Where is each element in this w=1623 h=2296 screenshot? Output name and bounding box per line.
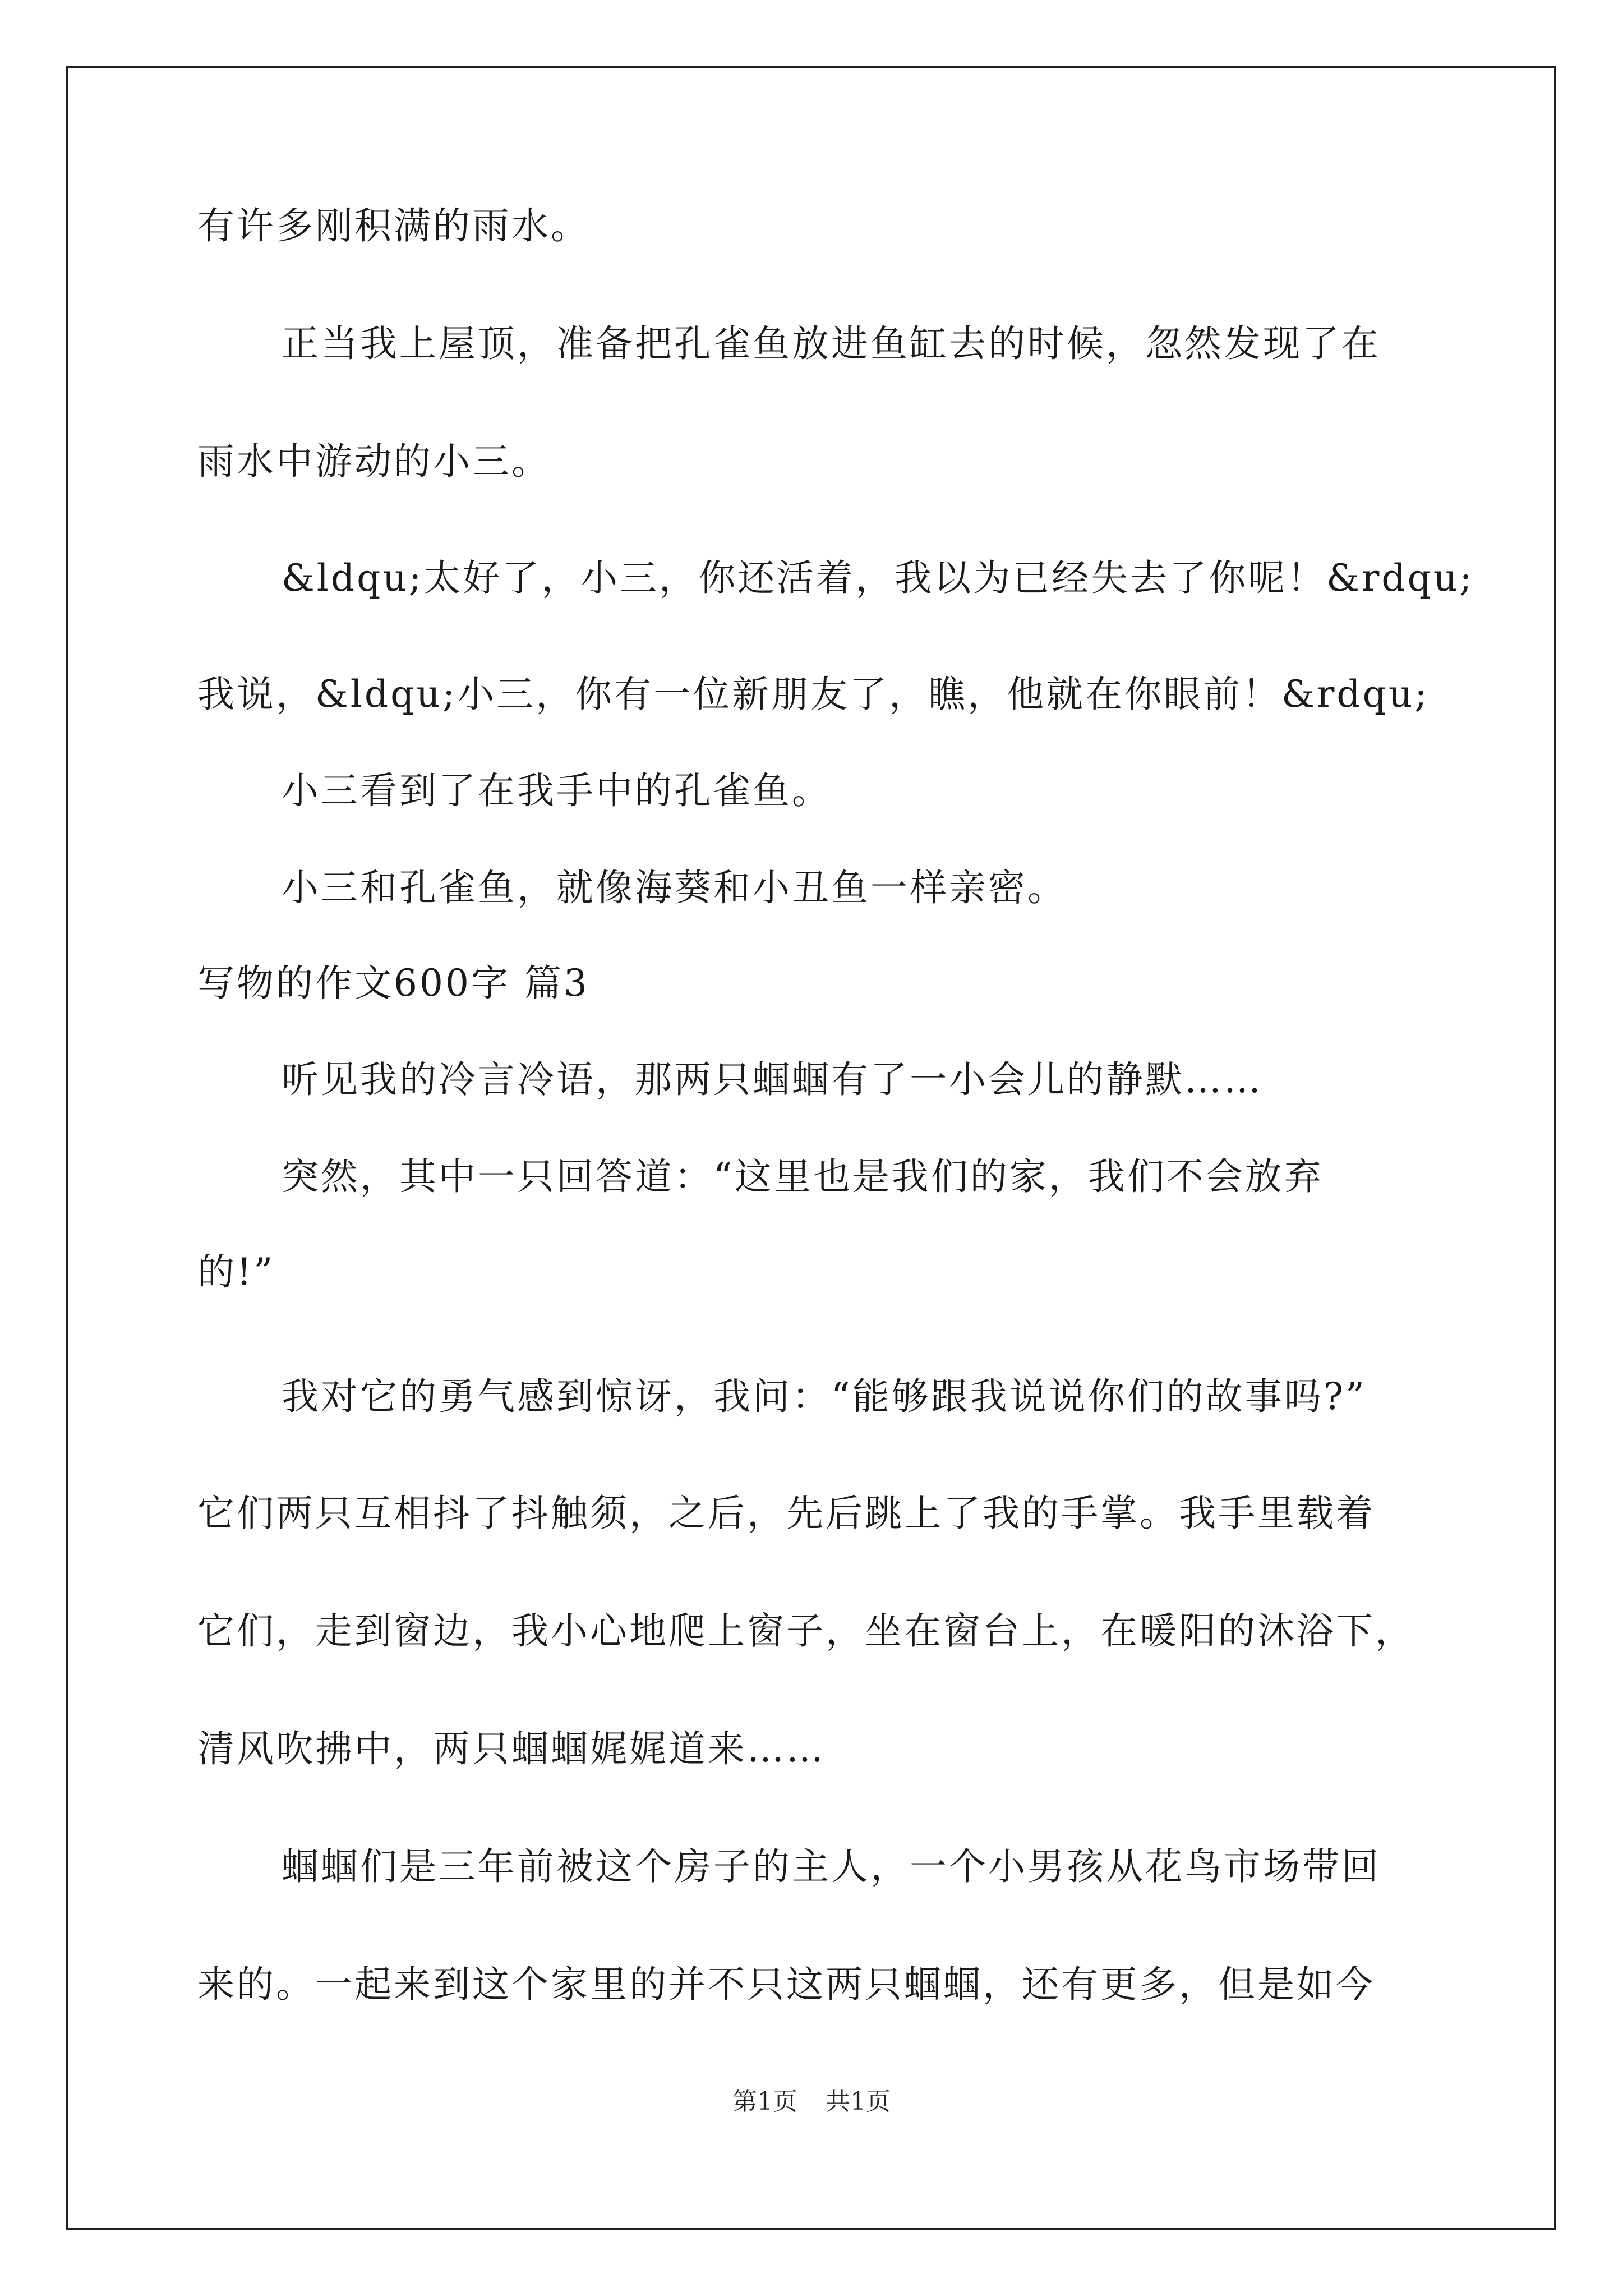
text-line: 听见我的冷言冷语，那两只蝈蝈有了一小会儿的静默…… bbox=[282, 1058, 1263, 1101]
page-footer bbox=[0, 2081, 1623, 2117]
text-line: 我说，&ldqu;小三，你有一位新朋友了，瞧，他就在你眼前！&rdqu; bbox=[197, 673, 1430, 716]
text-line: 的!” bbox=[197, 1250, 275, 1294]
text-line: 突然，其中一只回答道：“这里也是我们的家，我们不会放弃 bbox=[282, 1155, 1324, 1198]
text-line: 有许多刚积满的雨水。 bbox=[197, 204, 590, 247]
text-line: &ldqu;太好了，小三，你还活着，我以为已经失去了你呢！&rdqu; bbox=[282, 556, 1474, 600]
page-number: 第1页 bbox=[732, 2087, 797, 2116]
text-line: 正当我上屋顶，准备把孔雀鱼放进鱼缸去的时候，忽然发现了在 bbox=[282, 322, 1381, 365]
text-line: 蝈蝈们是三年前被这个房子的主人，一个小男孩从花鸟市场带回 bbox=[282, 1845, 1381, 1888]
page-border bbox=[66, 66, 1556, 2230]
text-line: 我对它的勇气感到惊讶，我问：“能够跟我说说你们的故事吗?” bbox=[282, 1375, 1367, 1418]
text-line: 清风吹拂中，两只蝈蝈娓娓道来…… bbox=[197, 1727, 826, 1770]
text-line: 小三看到了在我手中的孔雀鱼。 bbox=[282, 769, 831, 812]
text-line: 它们两只互相抖了抖触须，之后，先后跳上了我的手掌。我手里载着 bbox=[197, 1492, 1375, 1535]
section-heading: 写物的作文600字 篇3 bbox=[197, 961, 589, 1005]
text-line: 小三和孔雀鱼，就像海葵和小丑鱼一样亲密。 bbox=[282, 866, 1067, 909]
text-line: 来的。一起来到这个家里的并不只这两只蝈蝈，还有更多，但是如今 bbox=[197, 1963, 1375, 2006]
text-line: 它们，走到窗边，我小心地爬上窗子，坐在窗台上，在暖阳的沐浴下， bbox=[197, 1609, 1414, 1653]
page-total: 共1页 bbox=[826, 2087, 891, 2116]
text-line: 雨水中游动的小三。 bbox=[197, 440, 551, 483]
